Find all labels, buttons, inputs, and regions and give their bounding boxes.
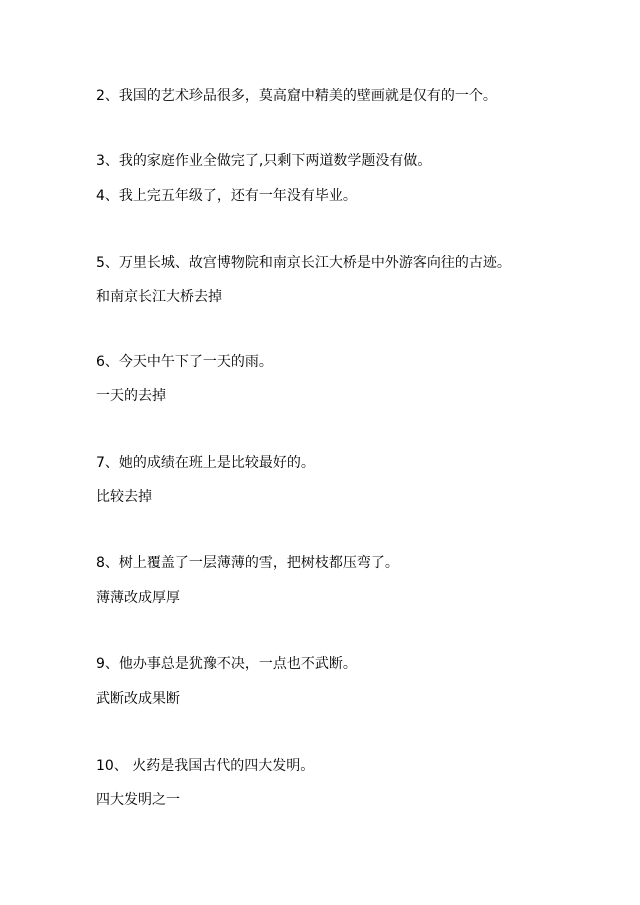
- correction-9: 武断改成果断: [96, 691, 180, 707]
- correction-6: 一天的去掉: [96, 388, 166, 404]
- sentence-4: 4、我上完五年级了，还有一年没有毕业。: [96, 188, 357, 204]
- sentence-6: 6、今天中午下了一天的雨。: [96, 354, 273, 370]
- correction-10: 四大发明之一: [96, 792, 180, 808]
- sentence-2: 2、我国的艺术珍品很多，莫高窟中精美的壁画就是仅有的一个。: [96, 88, 497, 104]
- sentence-10: 10、 火药是我国古代的四大发明。: [96, 758, 315, 774]
- correction-8: 薄薄改成厚厚: [96, 590, 180, 606]
- correction-7: 比较去掉: [96, 489, 152, 505]
- sentence-8: 8、树上覆盖了一层薄薄的雪，把树枝都压弯了。: [96, 555, 399, 571]
- correction-5: 和南京长江大桥去掉: [96, 289, 222, 305]
- sentence-7: 7、她的成绩在班上是比较最好的。: [96, 455, 315, 471]
- sentence-3: 3、我的家庭作业全做完了,只剩下两道数学题没有做。: [96, 153, 432, 169]
- sentence-5: 5、万里长城、故宫博物院和南京长江大桥是中外游客向往的古迹。: [96, 255, 511, 271]
- sentence-9: 9、他办事总是犹豫不决，一点也不武断。: [96, 656, 357, 672]
